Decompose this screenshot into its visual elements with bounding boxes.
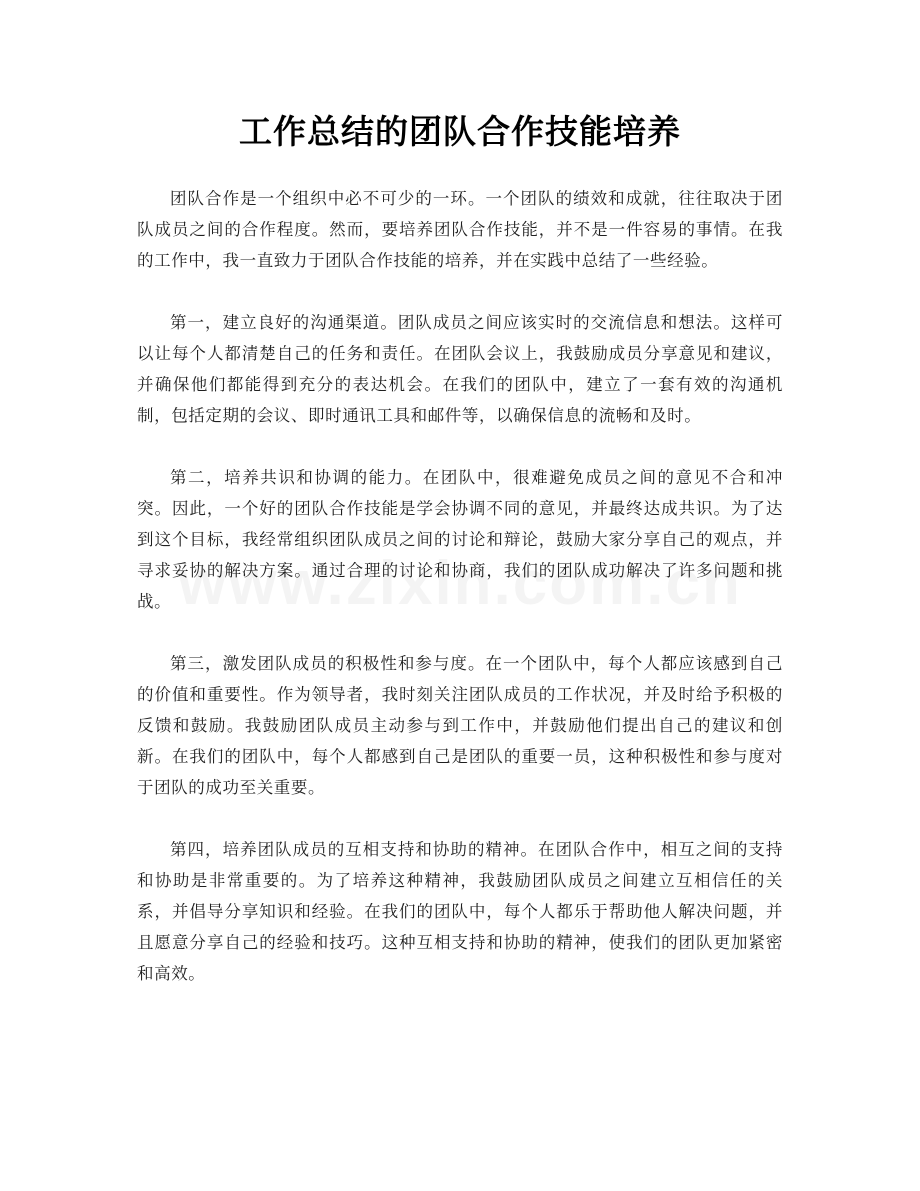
paragraph-communication: 第一，建立良好的沟通渠道。团队成员之间应该实时的交流信息和想法。这样可以让每个人都清楚自己的任务和责任。在团队会议上，我鼓励成员分享意见和建议，并确保他们都能得到充分的表达机会。在我们的团队中，建立了一套有效的沟通机制，包括定期的会议、即时通讯工具和邮件等，以确保信息的流畅和及时。 — [137, 313, 783, 425]
paragraph-consensus: 第二，培养共识和协调的能力。在团队中，很难避免成员之间的意见不合和冲突。因此，一个好的团队合作技能是学会协调不同的意见，并最终达成共识。为了达到这个目标，我经常组织团队成员之间的讨论和辩论，鼓励大家分享自己的观点，并寻求妥协的解决方案。通过合理的讨论和协商，我们的团队成功解决了许多问题和挑战。 — [137, 468, 783, 611]
paragraph-mutual-support: 第四，培养团队成员的互相支持和协助的精神。在团队合作中，相互之间的支持和协助是非常重要的。为了培养这种精神，我鼓励团队成员之间建立互相信任的关系，并倡导分享知识和经验。在我们的团队中，每个人都乐于帮助他人解决问题，并且愿意分享自己的经验和技巧。这种互相支持和协助的精神，使我们的团队更加紧密和高效。 — [137, 840, 783, 983]
paragraph-motivation: 第三，激发团队成员的积极性和参与度。在一个团队中，每个人都应该感到自己的价值和重要性。作为领导者，我时刻关注团队成员的工作状况，并及时给予积极的反馈和鼓励。我鼓励团队成员主动参与到工作中，并鼓励他们提出自己的建议和创新。在我们的团队中，每个人都感到自己是团队的重要一员，这种积极性和参与度对于团队的成功至关重要。 — [137, 654, 783, 797]
paragraph-intro: 团队合作是一个组织中必不可少的一环。一个团队的绩效和成就，往往取决于团队成员之间的合作程度。然而，要培养团队合作技能，并不是一件容易的事情。在我的工作中，我一直致力于团队合作技能的培养，并在实践中总结了一些经验。 — [137, 189, 783, 270]
document-body — [137, 183, 783, 1020]
document-title: 工作总结的团队合作技能培养 — [239, 112, 681, 151]
